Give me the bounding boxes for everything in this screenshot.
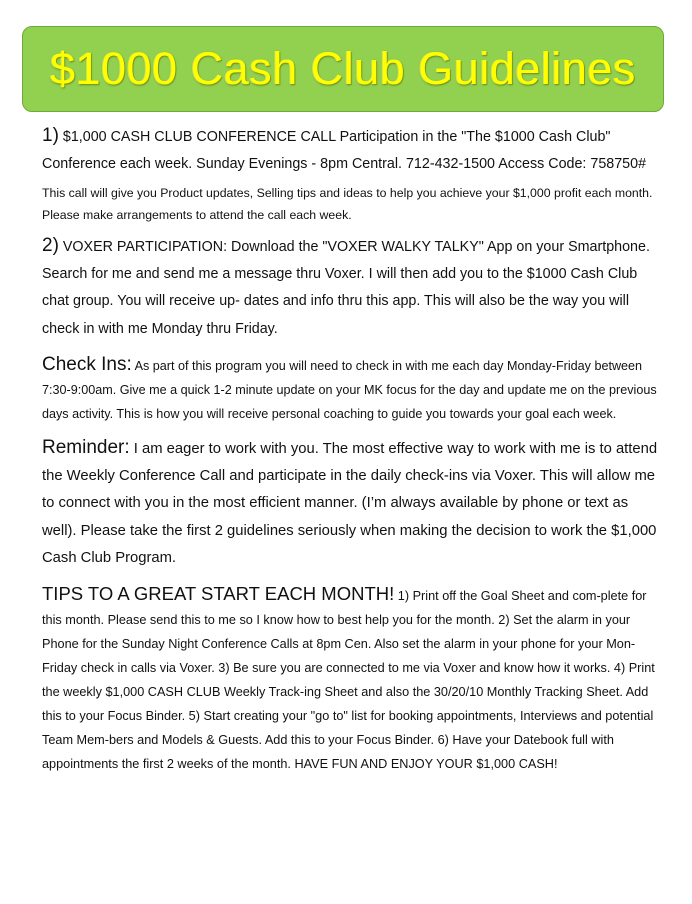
document-body bbox=[42, 122, 662, 776]
tips-text: 1) Print off the Goal Sheet and com-plete for this month. Please send this to me so I know how to best help you for the month. 2) Set the alarm in your Phone for the Sunday Night Conference Calls at 8pm Cen. Also set the alarm in your phone for your Mon-Friday check in calls via Voxer. 3) Be sure you are connected to me via Voxer and know how it works. 4) Print the weekly $1,000 CASH CLUB Weekly Track-ing Sheet and also the 30/20/10 Monthly Tracking Sheet. Add this to your Focus Binder. 5) Start creating your "go to" list for booking appointments, Interviews and potential Team Mem-bers and Models & Guests. Add this to your Focus Binder. 6) Have your Datebook full with appointments the first 2 weeks of the month. HAVE FUN AND ENJOY YOUR $1,000 CASH! bbox=[42, 589, 655, 772]
guideline-voxer bbox=[42, 232, 662, 343]
guideline-number: 1) bbox=[42, 125, 59, 146]
tips-heading: TIPS TO A GREAT START EACH MONTH! bbox=[42, 583, 395, 605]
guideline-number: 2) bbox=[42, 235, 59, 256]
conference-call-note: This call will give you Product updates, Selling tips and ideas to help you achieve your $1,000 profit each month. Please make arrangements to attend the call each week. bbox=[42, 186, 653, 222]
check-ins-paragraph bbox=[42, 353, 662, 426]
guideline-text: $1,000 CASH CLUB CONFERENCE CALL Participation in the "The $1000 Cash Club" Conference each week. Sunday Evenings - 8pm Central. 712-432-1500 Access Code: 758750# bbox=[42, 129, 647, 172]
check-ins-heading: Check Ins: bbox=[42, 353, 132, 375]
reminder-paragraph bbox=[42, 434, 662, 572]
check-ins-text: As part of this program you will need to check in with me each day Monday-Friday between 7:30-9:00am. Give me a quick 1-2 minute update on your MK focus for the day and update me on the previous days activity. This is how you will receive personal coaching to guide you towards your goal each week. bbox=[42, 358, 657, 421]
guideline-conference-call bbox=[42, 122, 662, 178]
reminder-heading: Reminder: bbox=[42, 436, 130, 458]
tips-paragraph bbox=[42, 582, 662, 776]
guideline-text: VOXER PARTICIPATION: Download the "VOXER WALKY TALKY" App on your Smartphone. Search for me and send me a message thru Voxer. I will then add you to the $1000 Cash Club chat group. You will receive up- dates and info thru this app. This will also be the way you will check in with me Monday thru Friday. bbox=[42, 239, 650, 337]
page-title: $1000 Cash Club Guidelines bbox=[50, 43, 636, 94]
title-banner bbox=[22, 26, 664, 112]
reminder-text: I am eager to work with you. The most effective way to work with me is to attend the Weekly Conference Call and participate in the daily check-ins via Voxer. This will allow me to connect with you in the most efficient manner. (I’m always available by phone or text as well). Please take the first 2 guidelines seriously when making the decision to work the $1,000 Cash Club Program. bbox=[42, 440, 658, 566]
